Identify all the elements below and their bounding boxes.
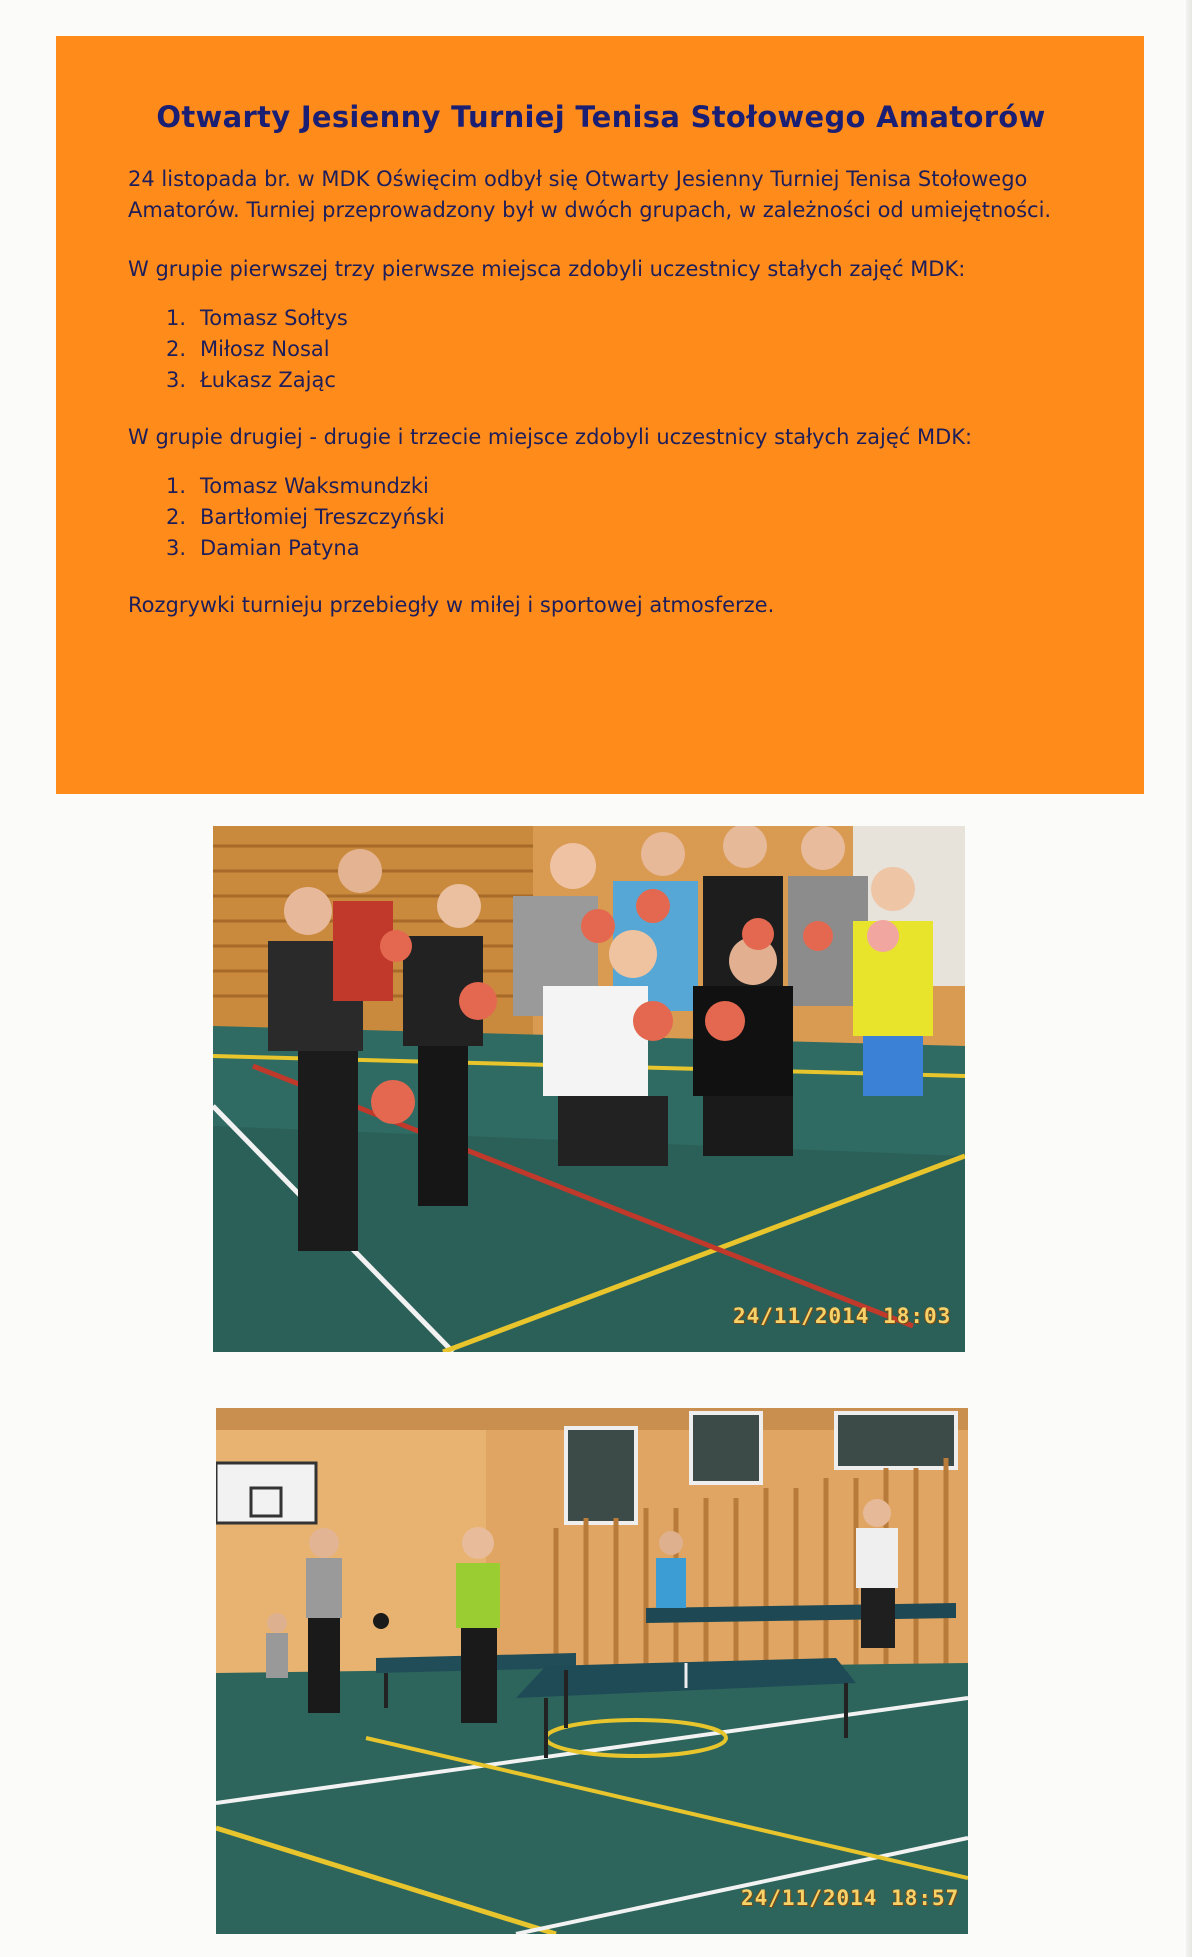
list-item: 1. Tomasz Sołtys [166,306,348,330]
match-photo-image [216,1408,968,1934]
list-item: 2. Miłosz Nosal [166,337,330,361]
group2-winners-list [128,471,1074,564]
list-item: 1. Tomasz Waksmundzki [166,474,429,498]
group-photo-image [213,826,965,1352]
group1-winners-list [128,303,1074,396]
notice-title: Otwarty Jesienny Turniej Tenisa Stołowego Amatorów [156,100,1046,134]
group-photo [213,826,965,1352]
list-item: 2. Bartłomiej Treszczyński [166,505,445,529]
tournament-notice [56,36,1144,794]
page-edge [1186,0,1192,1957]
list-item: 3. Damian Patyna [166,536,360,560]
group1-heading: W grupie pierwszej trzy pierwsze miejsca zdobyli uczestnicy stałych zajęć MDK: [128,257,966,281]
photo-timestamp: 24/11/2014 18:03 [733,1304,952,1328]
group2-heading: W grupie drugiej - drugie i trzecie miejsce zdobyli uczestnicy stałych zajęć MDK: [128,425,973,449]
list-item: 3. Łukasz Zając [166,368,336,392]
photo-timestamp: 24/11/2014 18:57 [741,1886,960,1910]
notice-intro: 24 listopada br. w MDK Oświęcim odbył się Otwarty Jesienny Turniej Tenisa Stołowego Amatorów. Turniej przeprowadzony był w dwóch grupach, w zależności od umiejętności. [128,167,1052,222]
match-photo [216,1408,968,1934]
notice-closing: Rozgrywki turnieju przebiegły w miłej i sportowej atmosferze. [128,593,775,617]
